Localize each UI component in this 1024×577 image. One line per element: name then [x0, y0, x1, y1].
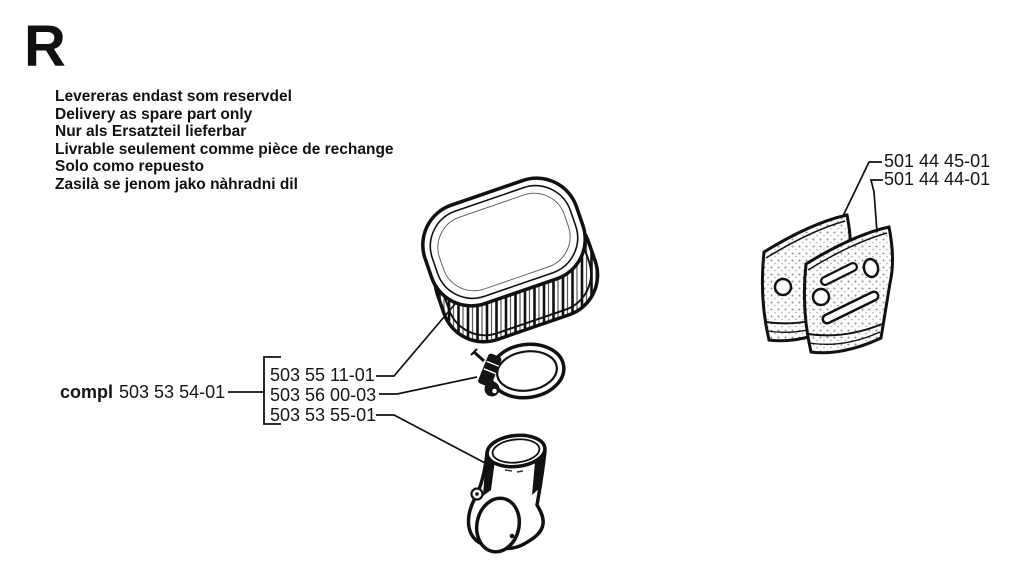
air-filter-drawing	[411, 167, 609, 353]
assembly-number: 503 53 54-01	[119, 382, 226, 402]
note-line-en: Delivery as spare part only	[55, 105, 253, 123]
part-number-intake-elbow: 503 53 55-01	[270, 405, 377, 425]
note-line-fr: Livrable seulement comme pièce de rechange	[55, 140, 394, 158]
note-line-cs: Zasilà se jenom jako nàhradni dil	[55, 175, 298, 193]
section-letter: R	[24, 14, 67, 79]
note-line-es: Solo como repuesto	[55, 158, 204, 176]
part-number-air-filter: 503 55 11-01	[270, 365, 375, 385]
part-number-assembly	[60, 383, 225, 402]
assembly-prefix-label: compl	[60, 382, 114, 402]
leader-line-intake-elbow	[376, 415, 487, 464]
part-number-bar-plate-inner: 501 44 44-01	[884, 169, 991, 189]
part-number-clamp: 503 56 00-03	[270, 385, 377, 405]
note-line-sv: Levereras endast som reservdel	[55, 88, 292, 105]
intake-elbow-drawing	[468, 433, 546, 556]
hose-clamp-drawing	[471, 340, 567, 403]
leader-line-plate-inner	[871, 180, 883, 232]
leader-line-clamp	[379, 377, 477, 394]
spare-part-note-block	[55, 88, 394, 194]
note-line-de: Nur als Ersatzteil lieferbar	[55, 123, 247, 141]
leader-line-plate-outer	[843, 162, 882, 216]
part-number-bar-plate-outer: 501 44 45-01	[884, 151, 991, 171]
